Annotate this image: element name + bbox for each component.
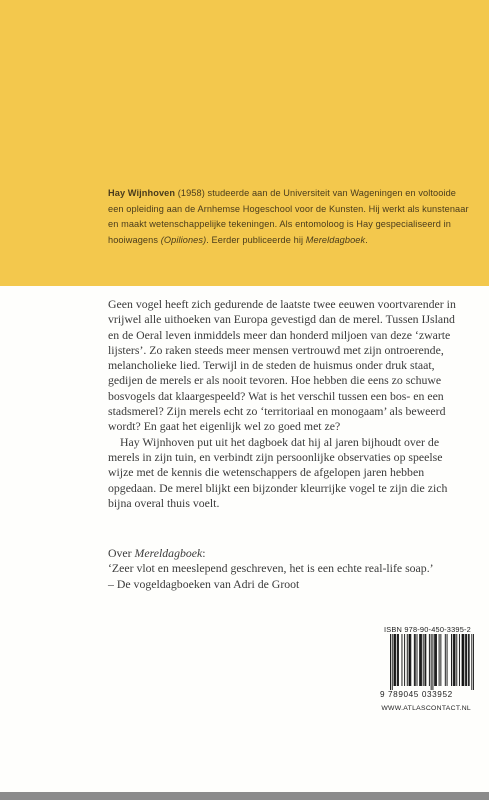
barcode-bar — [423, 634, 424, 686]
barcode-digits: 9 789045 033952 — [380, 690, 453, 699]
barcode-bar — [436, 634, 437, 686]
barcode-bar — [451, 634, 452, 686]
barcode-bar — [390, 634, 391, 690]
barcode-icon — [390, 634, 474, 690]
barcode-bar — [445, 634, 446, 686]
quote-colon: : — [202, 546, 206, 560]
author-name: Hay Wijnhoven — [108, 188, 176, 198]
barcode-bar — [419, 634, 420, 686]
barcode-bar — [407, 634, 408, 686]
barcode-bar — [429, 634, 430, 686]
barcode-bar — [414, 634, 415, 686]
barcode-bar — [434, 634, 435, 686]
barcode-bar — [469, 634, 470, 686]
barcode-bar — [401, 634, 402, 686]
bio-text-2: . Eerder publiceerde hij — [206, 234, 306, 245]
barcode-bar — [468, 634, 469, 686]
barcode-bar — [394, 634, 395, 686]
barcode-bar — [395, 634, 396, 686]
blurb-paragraph-1: Geen vogel heeft zich gedurende de laatste twee eeuwen voortvarender in vrijwel alle uithoeken van Europa gevestigd dan de merel. Tussen IJsland en de Oeral leven inmiddels meer dan honderd miljoen van deze ‘zwarte lijsters’. Zo raken steeds meer mensen vertrouwd met zijn ontroerende, melancholieke lied. Terwijl in de steden de huismus onder druk staat, gedijen de merels er als nooit tevoren. Hoe hebben die eens zo schuwe bosvogels dat klaargespeeld? Wat is het verschil tussen een bos- en een stadsmerel? Zijn merels echt zo ‘territoriaal en monogaam’ als beweerd wordt? En gaat het eigenlijk wel zo goed met ze? — [108, 297, 456, 434]
book-blurb — [108, 297, 463, 511]
barcode-bar — [417, 634, 418, 686]
bottom-bar — [0, 792, 489, 800]
barcode-bar — [456, 634, 457, 686]
barcode-bar — [439, 634, 440, 686]
barcode-bar — [397, 634, 398, 686]
barcode-bar — [421, 634, 422, 686]
barcode-bar — [471, 634, 472, 690]
barcode-bar — [420, 634, 421, 686]
barcode-bar — [463, 634, 464, 686]
barcode-bar — [410, 634, 411, 686]
barcode-bar — [459, 634, 460, 686]
blurb-paragraph-2: Hay Wijnhoven put uit het dagboek dat hij al jaren bijhoudt over de merels in zijn tuin, en verbindt zijn persoonlijke observaties op speelse wijze met de kennis die wetenschappers de afgelopen jaren hebben opgedaan. De merel blijkt een bijzonder kleurrijke vogel te zijn die zich bijna overal thuis voelt. — [108, 434, 448, 510]
isbn-label: ISBN 978-90-450-3395-2 — [384, 625, 471, 634]
barcode-bar — [431, 634, 432, 690]
quote-heading — [108, 546, 468, 561]
bio-text-1: (1958) studeerde aan de Universiteit van Wageningen en voltooide een opleiding aan de Arnhemse Hogeschool voor de Kunsten. Hij werkt als kunstenaar en maakt wetenschappelijke tekeningen. Als entomoloog is Hay gespecialiseerd in hooiwagens — [108, 188, 469, 245]
barcode-bar — [463, 634, 464, 686]
author-bio — [108, 186, 470, 248]
barcode-bar — [398, 634, 399, 686]
barcode-bar — [473, 634, 474, 690]
review-quote — [108, 546, 468, 592]
barcode-bar — [415, 634, 416, 686]
barcode-bar — [462, 634, 463, 686]
publisher-website: WWW.ATLASCONTACT.NL — [381, 705, 471, 712]
barcode-bar — [435, 634, 436, 686]
barcode-bar — [424, 634, 425, 686]
barcode-bar — [425, 634, 426, 686]
bio-text-3: . — [365, 234, 368, 245]
barcode-bar — [447, 634, 448, 686]
quote-attribution: – De vogeldagboeken van Adri de Groot — [108, 576, 300, 591]
barcode-bar — [455, 634, 456, 686]
barcode-bar — [409, 634, 410, 686]
quote-over-label: Over — [108, 546, 135, 560]
quote-book-title: Mereldagboek — [134, 546, 203, 560]
barcode-bar — [409, 634, 410, 686]
barcode-bar — [394, 634, 395, 686]
barcode-bar — [453, 634, 454, 686]
barcode-bar — [465, 634, 466, 686]
barcode-bar — [404, 634, 405, 686]
quote-text: ‘Zeer vlot en meeslepend geschreven, het is een echte real-life soap.’ — [108, 561, 434, 576]
bio-italic-term: (Opiliones) — [160, 234, 207, 245]
barcode-bar — [432, 634, 433, 690]
barcode-bar — [466, 634, 467, 686]
bio-italic-book: Mereldagboek — [305, 234, 366, 245]
barcode-bar — [440, 634, 441, 686]
barcode-bar — [392, 634, 393, 690]
barcode-bar — [454, 634, 455, 686]
